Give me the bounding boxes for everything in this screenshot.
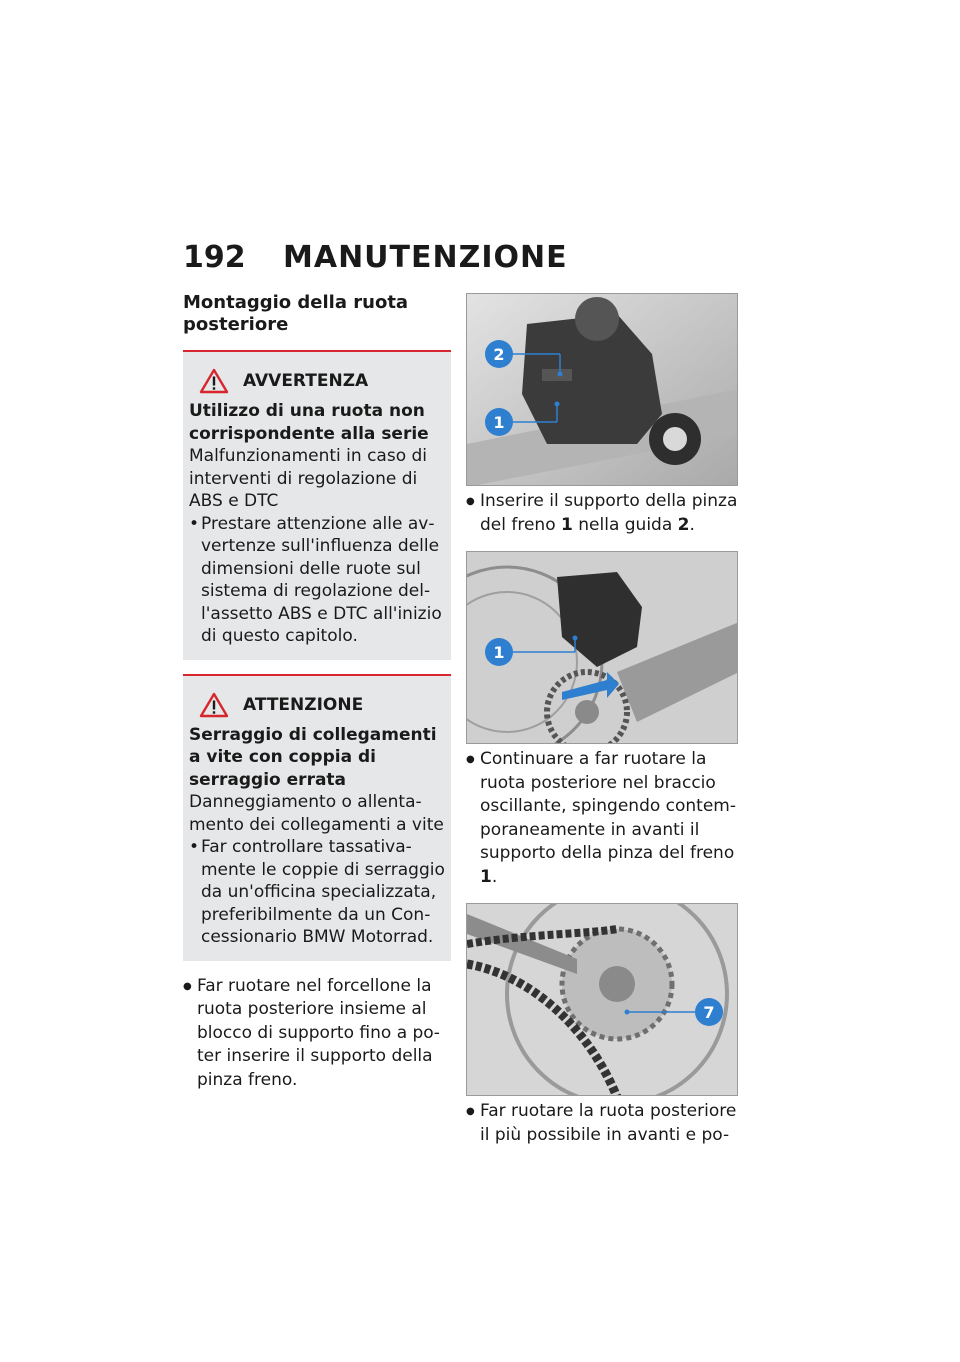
caution-bullet: • Far controllare tassativamente le coppie di serraggio da un'officina specializzata, preferibilmente da un Concessionario BMW Motorrad. [189,836,445,949]
step-rotate-max-forward: ● Far ruotare la ruota posteriore il più possibile in avanti e po- [466,1100,738,1147]
warning-bullet: • Prestare attenzione alle avvertenze sull'influenza delle dimensioni delle ruote sul sistema di regolazione dell'assetto ABS e DTC all'inizio di questo capitolo. [189,513,445,648]
step-rotate-wheel: ● Far ruotare nel forcellone la ruota posteriore insieme al blocco di supporto fino a poter inserire il supporto della pinza freno. [183,975,451,1093]
section-title: Montaggio della ruota posteriore [183,292,409,335]
caution-label: ATTENZIONE [243,694,364,715]
svg-text:7: 7 [703,1003,715,1022]
step-rotate-forward: ● Continuare a far ruotare la ruota posteriore nel braccio oscillante, spingendo contemporaneamente in avanti il supporto della pinza del freno 1. [466,748,738,889]
svg-text:1: 1 [493,413,505,432]
callout-7 [695,998,723,1026]
caution-headline: Serraggio di collegamenti a vite con coppia di serraggio errata [189,724,437,790]
warning-triangle-icon [199,368,229,394]
callout-1 [485,638,513,666]
chapter-title: MANUTENZIONE [283,240,568,275]
figure-chain-sprocket [466,903,738,1096]
figure-caliper-support [466,293,738,486]
left-column [183,292,451,1092]
step-insert-support: ● Inserire il supporto della pinza del freno 1 nella guida 2. [466,490,738,537]
page-number: 192 [183,240,246,275]
warning-box [183,350,451,660]
callout-2 [485,340,513,368]
svg-text:1: 1 [493,643,505,662]
warning-consequence: Malfunzionamenti in caso di interventi di regolazione di ABS e DTC [189,446,428,511]
figure-wheel-in-swingarm [466,551,738,744]
caution-consequence: Danneggiamento o allentamento dei collegamenti a vite [189,792,444,835]
warning-headline: Utilizzo di una ruota non corrispondente alla serie [189,401,429,444]
caution-box [183,674,451,961]
right-column [466,293,738,1147]
page-header [183,240,568,280]
caution-triangle-icon [199,692,229,718]
warning-label: AVVERTENZA [243,371,369,391]
callout-1 [485,408,513,436]
svg-text:2: 2 [493,345,505,364]
